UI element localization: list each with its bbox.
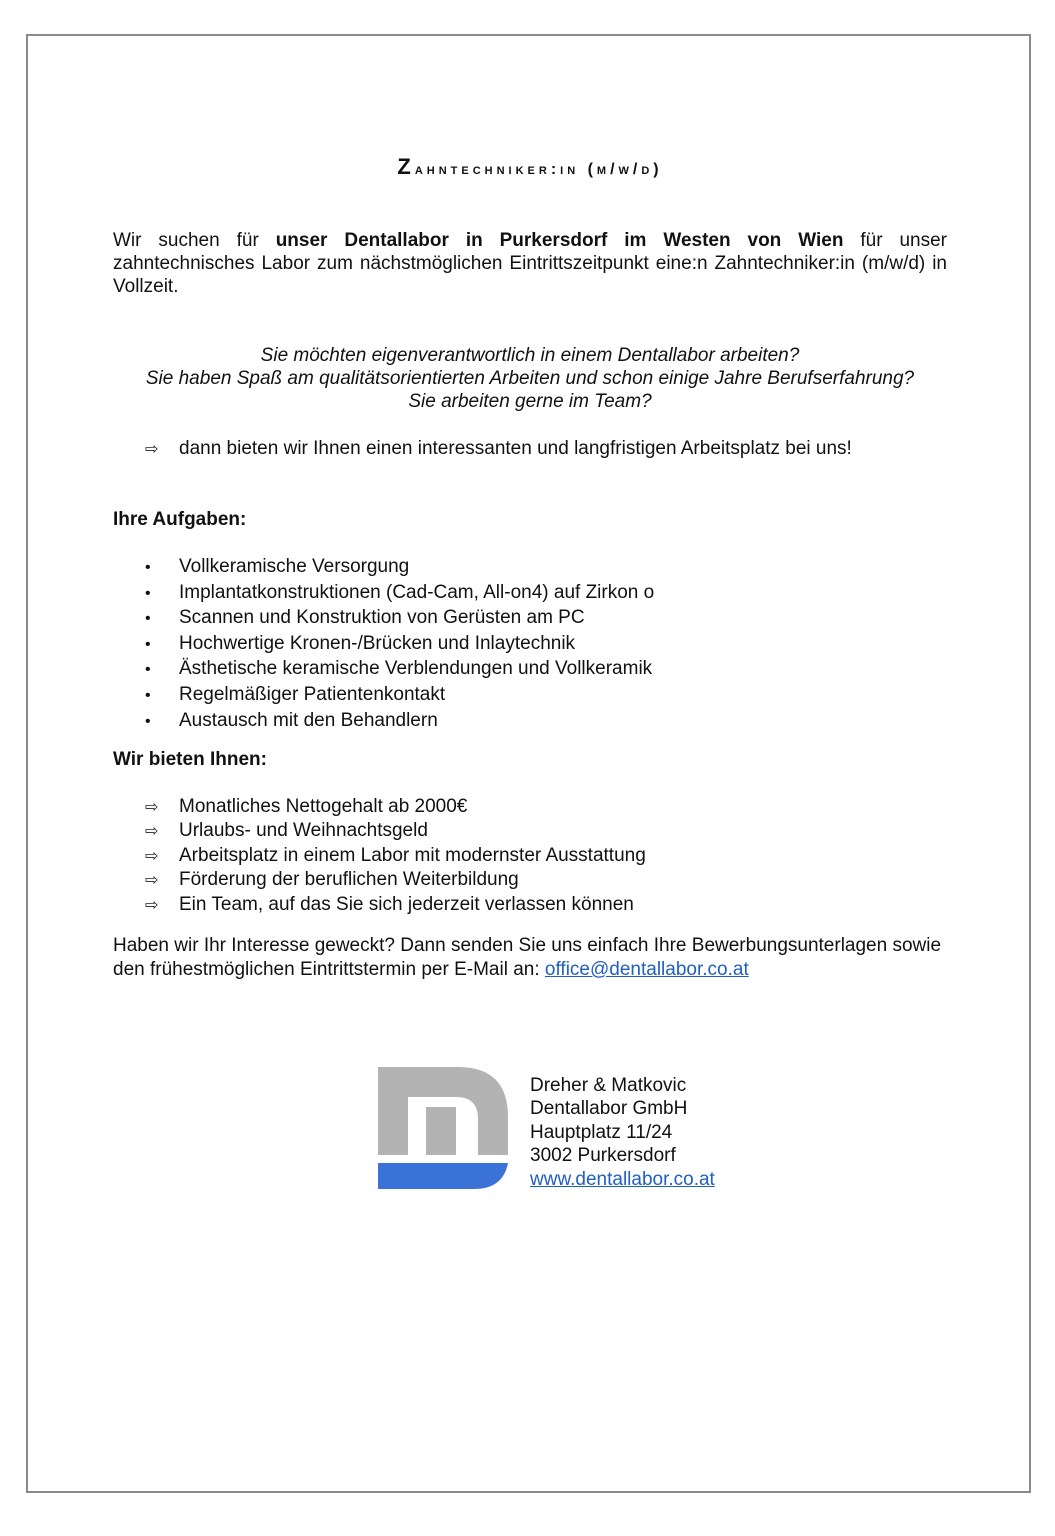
question-line: Sie möchten eigenverantwortlich in einem Dentallabor arbeiten? — [260, 345, 800, 366]
list-item — [145, 868, 646, 892]
offer-line — [145, 437, 852, 461]
intro-bold: unser Dentallabor in Purkersdorf im Westen von Wien — [275, 230, 844, 251]
logo-blue-base — [378, 1163, 508, 1189]
list-item — [145, 819, 646, 843]
address-block — [530, 1074, 715, 1191]
address-line: 3002 Purkersdorf — [530, 1145, 676, 1167]
task-text: Austausch mit den Behandlern — [179, 709, 438, 731]
tasks-list — [145, 555, 654, 734]
question-line: Sie haben Spaß am qualitätsorientierten Arbeiten und schon einige Jahre Berufserfahrung? — [145, 368, 915, 389]
arrow-icon: ⇨ — [145, 847, 159, 865]
closing-paragraph — [113, 934, 947, 982]
task-text: Hochwertige Kronen-/Brücken und Inlaytechnik — [179, 632, 576, 654]
title-rest: ahntechniker:in (m/w/d) — [414, 161, 663, 178]
email-link[interactable]: office@dentallabor.co.at — [544, 959, 749, 980]
address-line: Hauptplatz 11/24 — [530, 1121, 673, 1143]
title-initial: Z — [397, 154, 415, 179]
bullet-icon: • — [145, 559, 151, 576]
benefits-list — [145, 795, 646, 917]
task-text: Vollkeramische Versorgung — [179, 556, 410, 577]
benefit-text: Ein Team, auf das Sie sich jederzeit verlassen können — [179, 893, 634, 915]
closing-text: Haben wir Ihr Interesse geweckt? Dann senden Sie uns einfach Ihre Bewerbungsunterlagen sowie den frühestmöglichen Eintrittstermin per E-Mail an: — [113, 935, 942, 980]
task-text: Regelmäßiger Patientenkontakt — [179, 683, 446, 705]
list-item — [145, 632, 654, 658]
list-item — [145, 844, 646, 868]
logo-inner-bar — [426, 1107, 456, 1155]
company-logo — [378, 1067, 508, 1189]
benefits-heading: Wir bieten Ihnen: — [113, 749, 267, 770]
list-item — [145, 683, 654, 709]
address-line: Dreher & Matkovic — [530, 1075, 687, 1096]
arrow-icon: ⇨ — [145, 823, 159, 841]
list-item — [145, 709, 654, 735]
list-item — [145, 581, 654, 607]
page-title — [113, 154, 947, 180]
list-item — [145, 893, 646, 917]
offer-text: dann bieten wir Ihnen einen interessanten und langfristigen Arbeitsplatz bei uns! — [179, 438, 852, 459]
tasks-heading: Ihre Aufgaben: — [113, 509, 247, 530]
address-line: Dentallabor GmbH — [530, 1098, 688, 1120]
question-line: Sie arbeiten gerne im Team? — [408, 391, 652, 412]
intro-paragraph — [113, 229, 947, 298]
website-link[interactable]: www.dentallabor.co.at — [530, 1168, 715, 1190]
arrow-icon: ⇨ — [145, 896, 159, 914]
intro-part1: Wir suchen für — [113, 230, 276, 251]
list-item — [145, 606, 654, 632]
benefit-text: Förderung der beruflichen Weiterbildung — [179, 869, 519, 891]
benefit-text: Arbeitsplatz in einem Labor mit modernster Ausstattung — [179, 844, 646, 866]
benefit-text: Urlaubs- und Weihnachtsgeld — [179, 820, 428, 842]
arrow-icon: ⇨ — [145, 441, 159, 458]
questions-block — [113, 344, 947, 413]
bullet-icon: • — [145, 584, 151, 602]
list-item — [145, 555, 654, 581]
bullet-icon: • — [145, 610, 151, 628]
arrow-icon: ⇨ — [145, 799, 159, 816]
bullet-icon: • — [145, 686, 151, 704]
task-text: Ästhetische keramische Verblendungen und Vollkeramik — [179, 658, 653, 680]
arrow-icon: ⇨ — [145, 872, 159, 890]
benefit-text: Monatliches Nettogehalt ab 2000€ — [179, 796, 468, 817]
list-item — [145, 657, 654, 683]
list-item — [145, 795, 646, 819]
task-text: Scannen und Konstruktion von Gerüsten am PC — [179, 607, 585, 629]
intro-part2: für unser zahntechnisches Labor zum nächstmöglichen Eintrittszeitpunkt eine:n Zahntechniker:in (m/w/d) in Vollzeit. — [113, 230, 947, 297]
task-text: Implantatkonstruktionen (Cad-Cam, All-on4) auf Zirkon o — [179, 581, 655, 603]
bullet-icon: • — [145, 712, 151, 730]
bullet-icon: • — [145, 661, 151, 679]
bullet-icon: • — [145, 635, 151, 653]
